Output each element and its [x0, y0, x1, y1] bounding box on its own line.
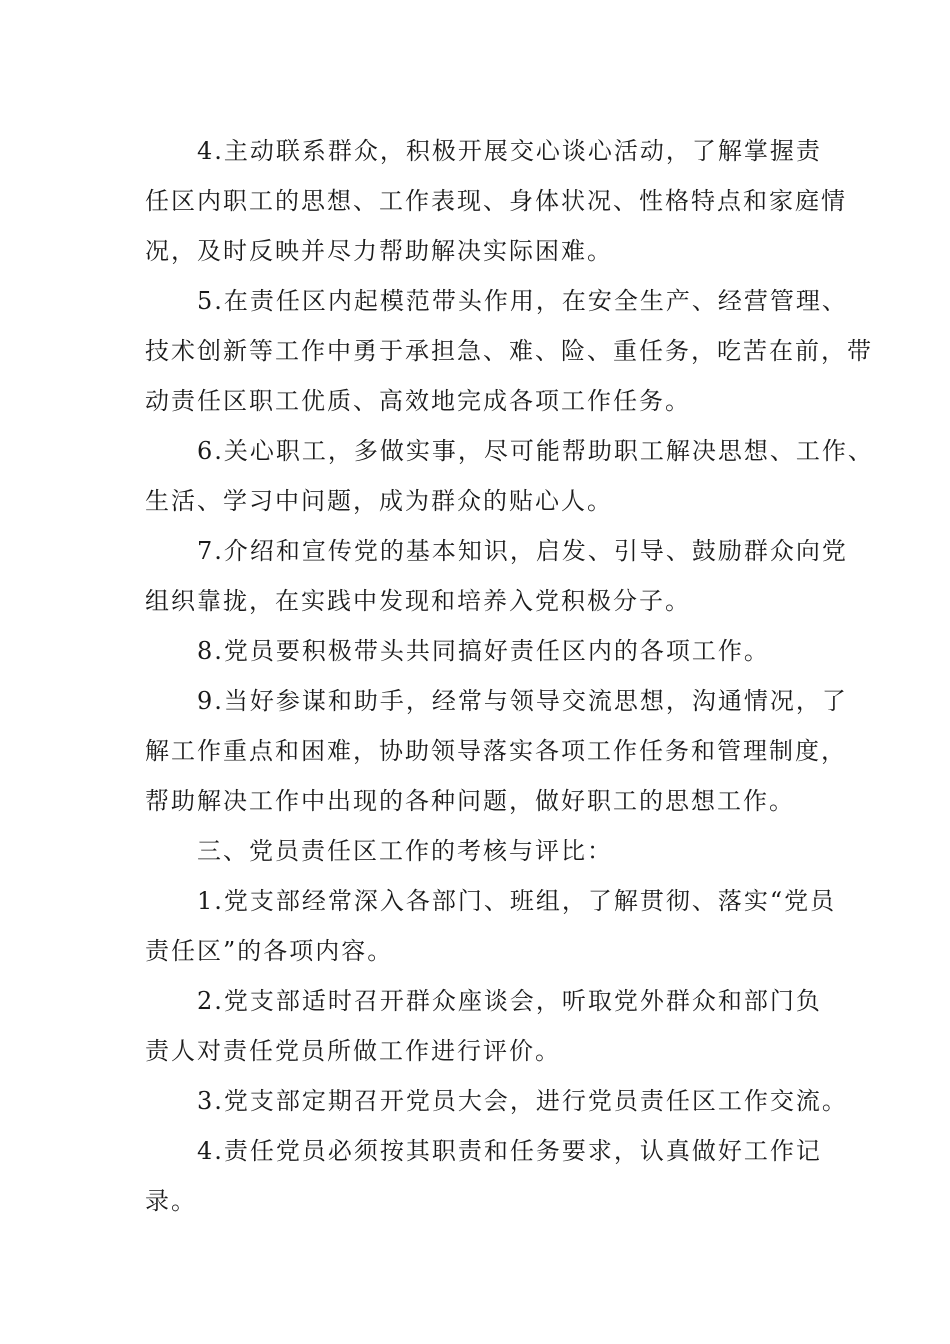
paragraph-line: 动责任区职工优质、高效地完成各项工作任务。 — [145, 387, 691, 415]
paragraph-line: 8.党员要积极带头共同搞好责任区内的各项工作。 — [197, 637, 770, 665]
item-8-lead-work — [145, 626, 825, 676]
paragraph-line: 2.党支部适时召开群众座谈会，听取党外群众和部门负 — [197, 987, 822, 1015]
paragraph-line: 7.介绍和宣传党的基本知识，启发、引导、鼓励群众向党 — [197, 537, 848, 565]
paragraph-line: 技术创新等工作中勇于承担急、难、险、重任务，吃苦在前，带 — [145, 337, 873, 365]
section-heading: 三、党员责任区工作的考核与评比： — [197, 837, 613, 865]
item-5-model-role — [145, 276, 873, 426]
paragraph-line: 6.关心职工，多做实事，尽可能帮助职工解决思想、工作、 — [197, 437, 874, 465]
document-body — [145, 126, 874, 1226]
item-9-advisor-assistant — [145, 676, 848, 826]
assessment-item-2 — [145, 976, 825, 1076]
paragraph-line: 任区内职工的思想、工作表现、身体状况、性格特点和家庭情 — [145, 187, 847, 215]
paragraph-line: 5.在责任区内起模范带头作用，在安全生产、经营管理、 — [197, 287, 848, 315]
paragraph-line: 生活、学习中问题，成为群众的贴心人。 — [145, 487, 613, 515]
item-7-introduce-party — [145, 526, 848, 626]
paragraph-line: 组织靠拢，在实践中发现和培养入党积极分子。 — [145, 587, 691, 615]
paragraph-line: 4.主动联系群众，积极开展交心谈心活动，了解掌握责 — [197, 137, 822, 165]
paragraph-line: 况，及时反映并尽力帮助解决实际困难。 — [145, 237, 613, 265]
paragraph-line: 3.党支部定期召开党员大会，进行党员责任区工作交流。 — [197, 1087, 848, 1115]
assessment-item-3 — [145, 1076, 848, 1126]
assessment-item-4 — [145, 1126, 825, 1226]
assessment-item-1 — [145, 876, 837, 976]
paragraph-line: 9.当好参谋和助手，经常与领导交流思想，沟通情况，了 — [197, 687, 848, 715]
paragraph-line: 解工作重点和困难，协助领导落实各项工作任务和管理制度， — [145, 737, 847, 765]
paragraph-line: 录。 — [145, 1187, 197, 1215]
item-4-responsibility-contact — [145, 126, 847, 276]
item-6-care-staff — [145, 426, 874, 526]
section-heading-assessment — [145, 826, 825, 876]
paragraph-line: 责任区”的各项内容。 — [145, 937, 394, 965]
paragraph-line: 1.党支部经常深入各部门、班组，了解贯彻、落实“党员 — [197, 887, 837, 915]
paragraph-line: 帮助解决工作中出现的各种问题，做好职工的思想工作。 — [145, 787, 795, 815]
paragraph-line: 责人对责任党员所做工作进行评价。 — [145, 1037, 561, 1065]
paragraph-line: 4.责任党员必须按其职责和任务要求，认真做好工作记 — [197, 1137, 822, 1165]
